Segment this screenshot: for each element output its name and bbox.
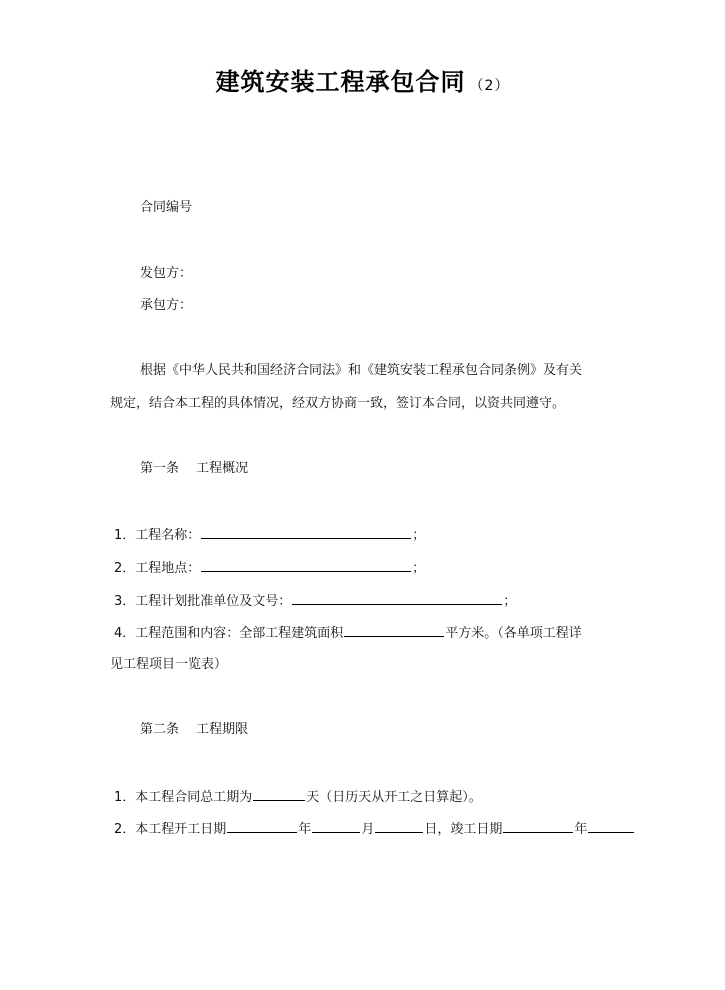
article-2-item-2 — [114, 819, 635, 839]
year-label: 年 — [298, 822, 312, 837]
title-main: 建筑安装工程承包合同 — [215, 68, 466, 96]
project-name-field[interactable] — [201, 525, 411, 539]
contract-number-label: 合同编号 — [140, 200, 193, 215]
preamble-line-2: 规定，结合本工程的具体情况，经双方协商一致，签订本合同，以资共同遵守。 — [110, 396, 566, 411]
end-year-field[interactable] — [503, 819, 573, 833]
item-label: 本工程合同总工期为 — [135, 790, 253, 805]
article-1-item-3 — [114, 591, 516, 611]
title-suffix: （2） — [469, 78, 510, 94]
total-duration-field[interactable] — [253, 787, 305, 801]
article-1-item-1 — [114, 525, 425, 545]
party-b-label: 承包方： — [140, 298, 193, 313]
item-end: ； — [412, 528, 426, 543]
item-number: 4． — [114, 626, 136, 641]
start-day-field[interactable] — [375, 819, 423, 833]
party-a-label: 发包方： — [140, 266, 193, 281]
item-number: 1． — [114, 790, 136, 805]
article-1-item-2 — [114, 558, 425, 578]
item-number: 2． — [114, 822, 136, 837]
item-number: 1． — [114, 528, 136, 543]
item-number: 3． — [114, 594, 136, 609]
item-end: ； — [503, 594, 517, 609]
article-2-item-1 — [114, 787, 482, 807]
building-area-field[interactable] — [344, 623, 444, 637]
preamble-line-1: 根据《中华人民共和国经济合同法》和《建筑安装工程承包合同条例》及有关 — [140, 363, 583, 378]
item-label: 工程名称： — [135, 528, 201, 543]
day-completion-label: 日，竣工日期 — [424, 822, 503, 837]
item-label: 本工程开工日期 — [135, 822, 227, 837]
start-month-field[interactable] — [312, 819, 360, 833]
item-end: ； — [412, 561, 426, 576]
item-number: 2． — [114, 561, 136, 576]
approval-unit-field[interactable] — [292, 591, 502, 605]
article-1-heading: 第一条 工程概况 — [140, 461, 249, 476]
project-location-field[interactable] — [201, 558, 411, 572]
end-month-field[interactable] — [588, 819, 634, 833]
month-label: 月 — [361, 822, 375, 837]
item-mid: 天（日历天从开工之日算起）。 — [306, 790, 482, 805]
article-1-item-4 — [114, 623, 582, 643]
document-title — [0, 62, 725, 97]
article-2-heading: 第二条 工程期限 — [140, 722, 249, 737]
article-1-item-4-continued: 见工程项目一览表） — [110, 657, 228, 672]
item-label: 工程计划批准单位及文号： — [135, 594, 292, 609]
item-label: 工程范围和内容：全部工程建筑面积 — [135, 626, 344, 641]
start-year-field[interactable] — [227, 819, 297, 833]
item-label: 工程地点： — [135, 561, 201, 576]
item-mid: 平方米。（各单项工程详 — [445, 626, 582, 641]
year-label-2: 年 — [574, 822, 588, 837]
